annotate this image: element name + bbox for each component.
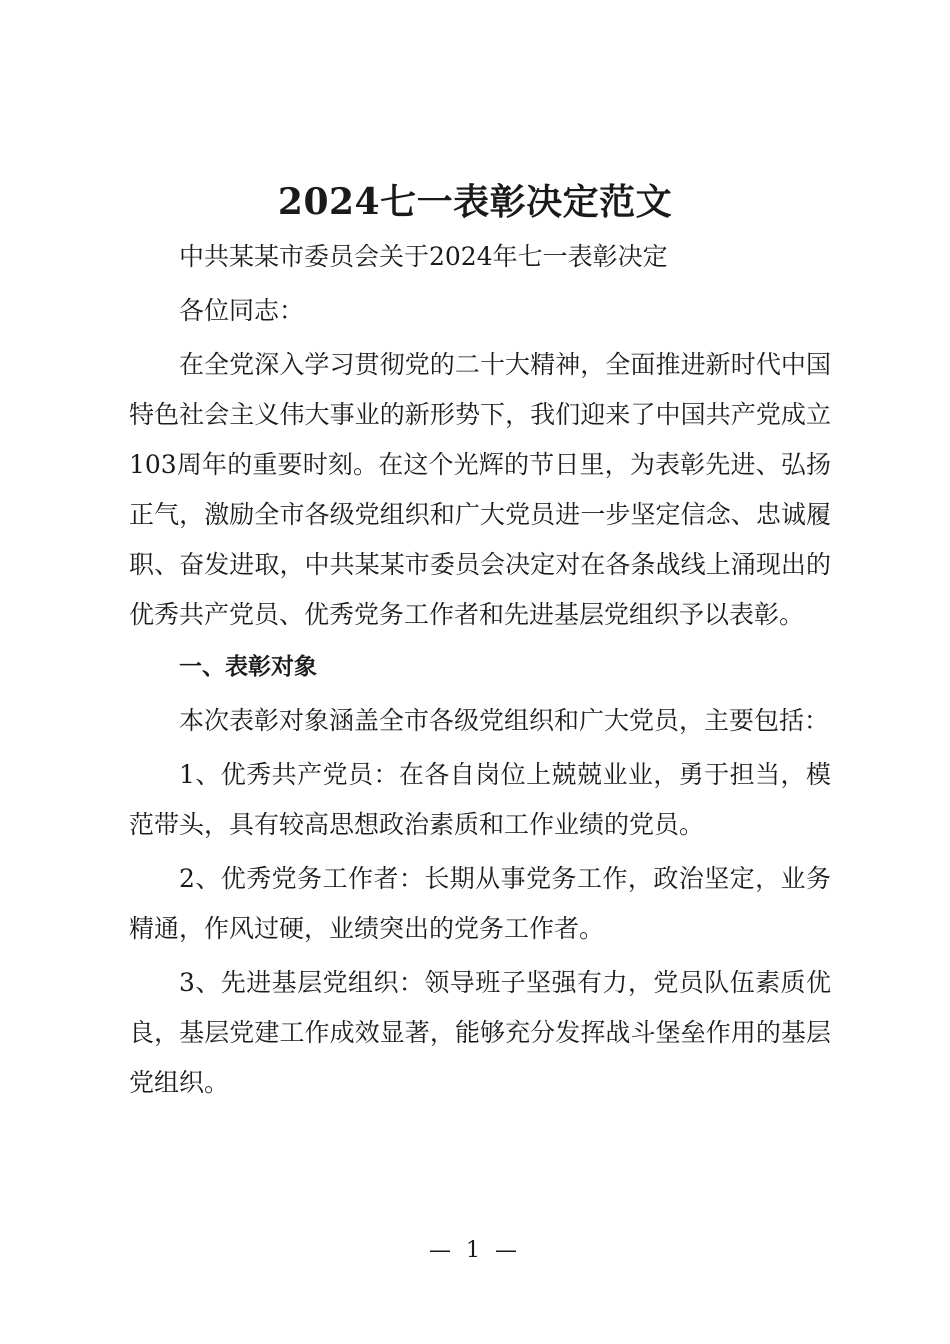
list-item: 1、优秀共产党员：在各自岗位上兢兢业业，勇于担当，模范带头，具有较高思想政治素质和工作业绩的党员。 — [129, 760, 831, 839]
document-title: 2024七一表彰决定范文 — [277, 181, 673, 223]
list-item: 2、优秀党务工作者：长期从事党务工作，政治坚定，业务精通，作风过硬，业绩突出的党务工作者。 — [129, 864, 831, 943]
list-item: 3、先进基层党组织：领导班子坚强有力，党员队伍素质优良，基层党建工作成效显著，能够充分发挥战斗堡垒作用的基层党组织。 — [129, 968, 831, 1097]
intro-paragraph: 在全党深入学习贯彻党的二十大精神，全面推进新时代中国特色社会主义伟大事业的新形势下，我们迎来了中国共产党成立103周年的重要时刻。在这个光辉的节日里，为表彰先进、弘扬正气，激励全市各级党组织和广大党员进一步坚定信念、忠诚履职、奋发进取，中共某某市委员会决定对在各条战线上涌现出的优秀共产党员、优秀党务工作者和先进基层党组织予以表彰。 — [129, 350, 831, 629]
section-intro-paragraph: 本次表彰对象涵盖全市各级党组织和广大党员，主要包括： — [179, 706, 830, 735]
document-body — [129, 232, 831, 1108]
salutation: 各位同志： — [179, 296, 305, 325]
section-heading: 一、表彰对象 — [179, 654, 317, 680]
issuer-line: 中共某某市委员会关于2024年七一表彰决定 — [179, 242, 668, 271]
page-number: — 1 — — [429, 1238, 521, 1263]
